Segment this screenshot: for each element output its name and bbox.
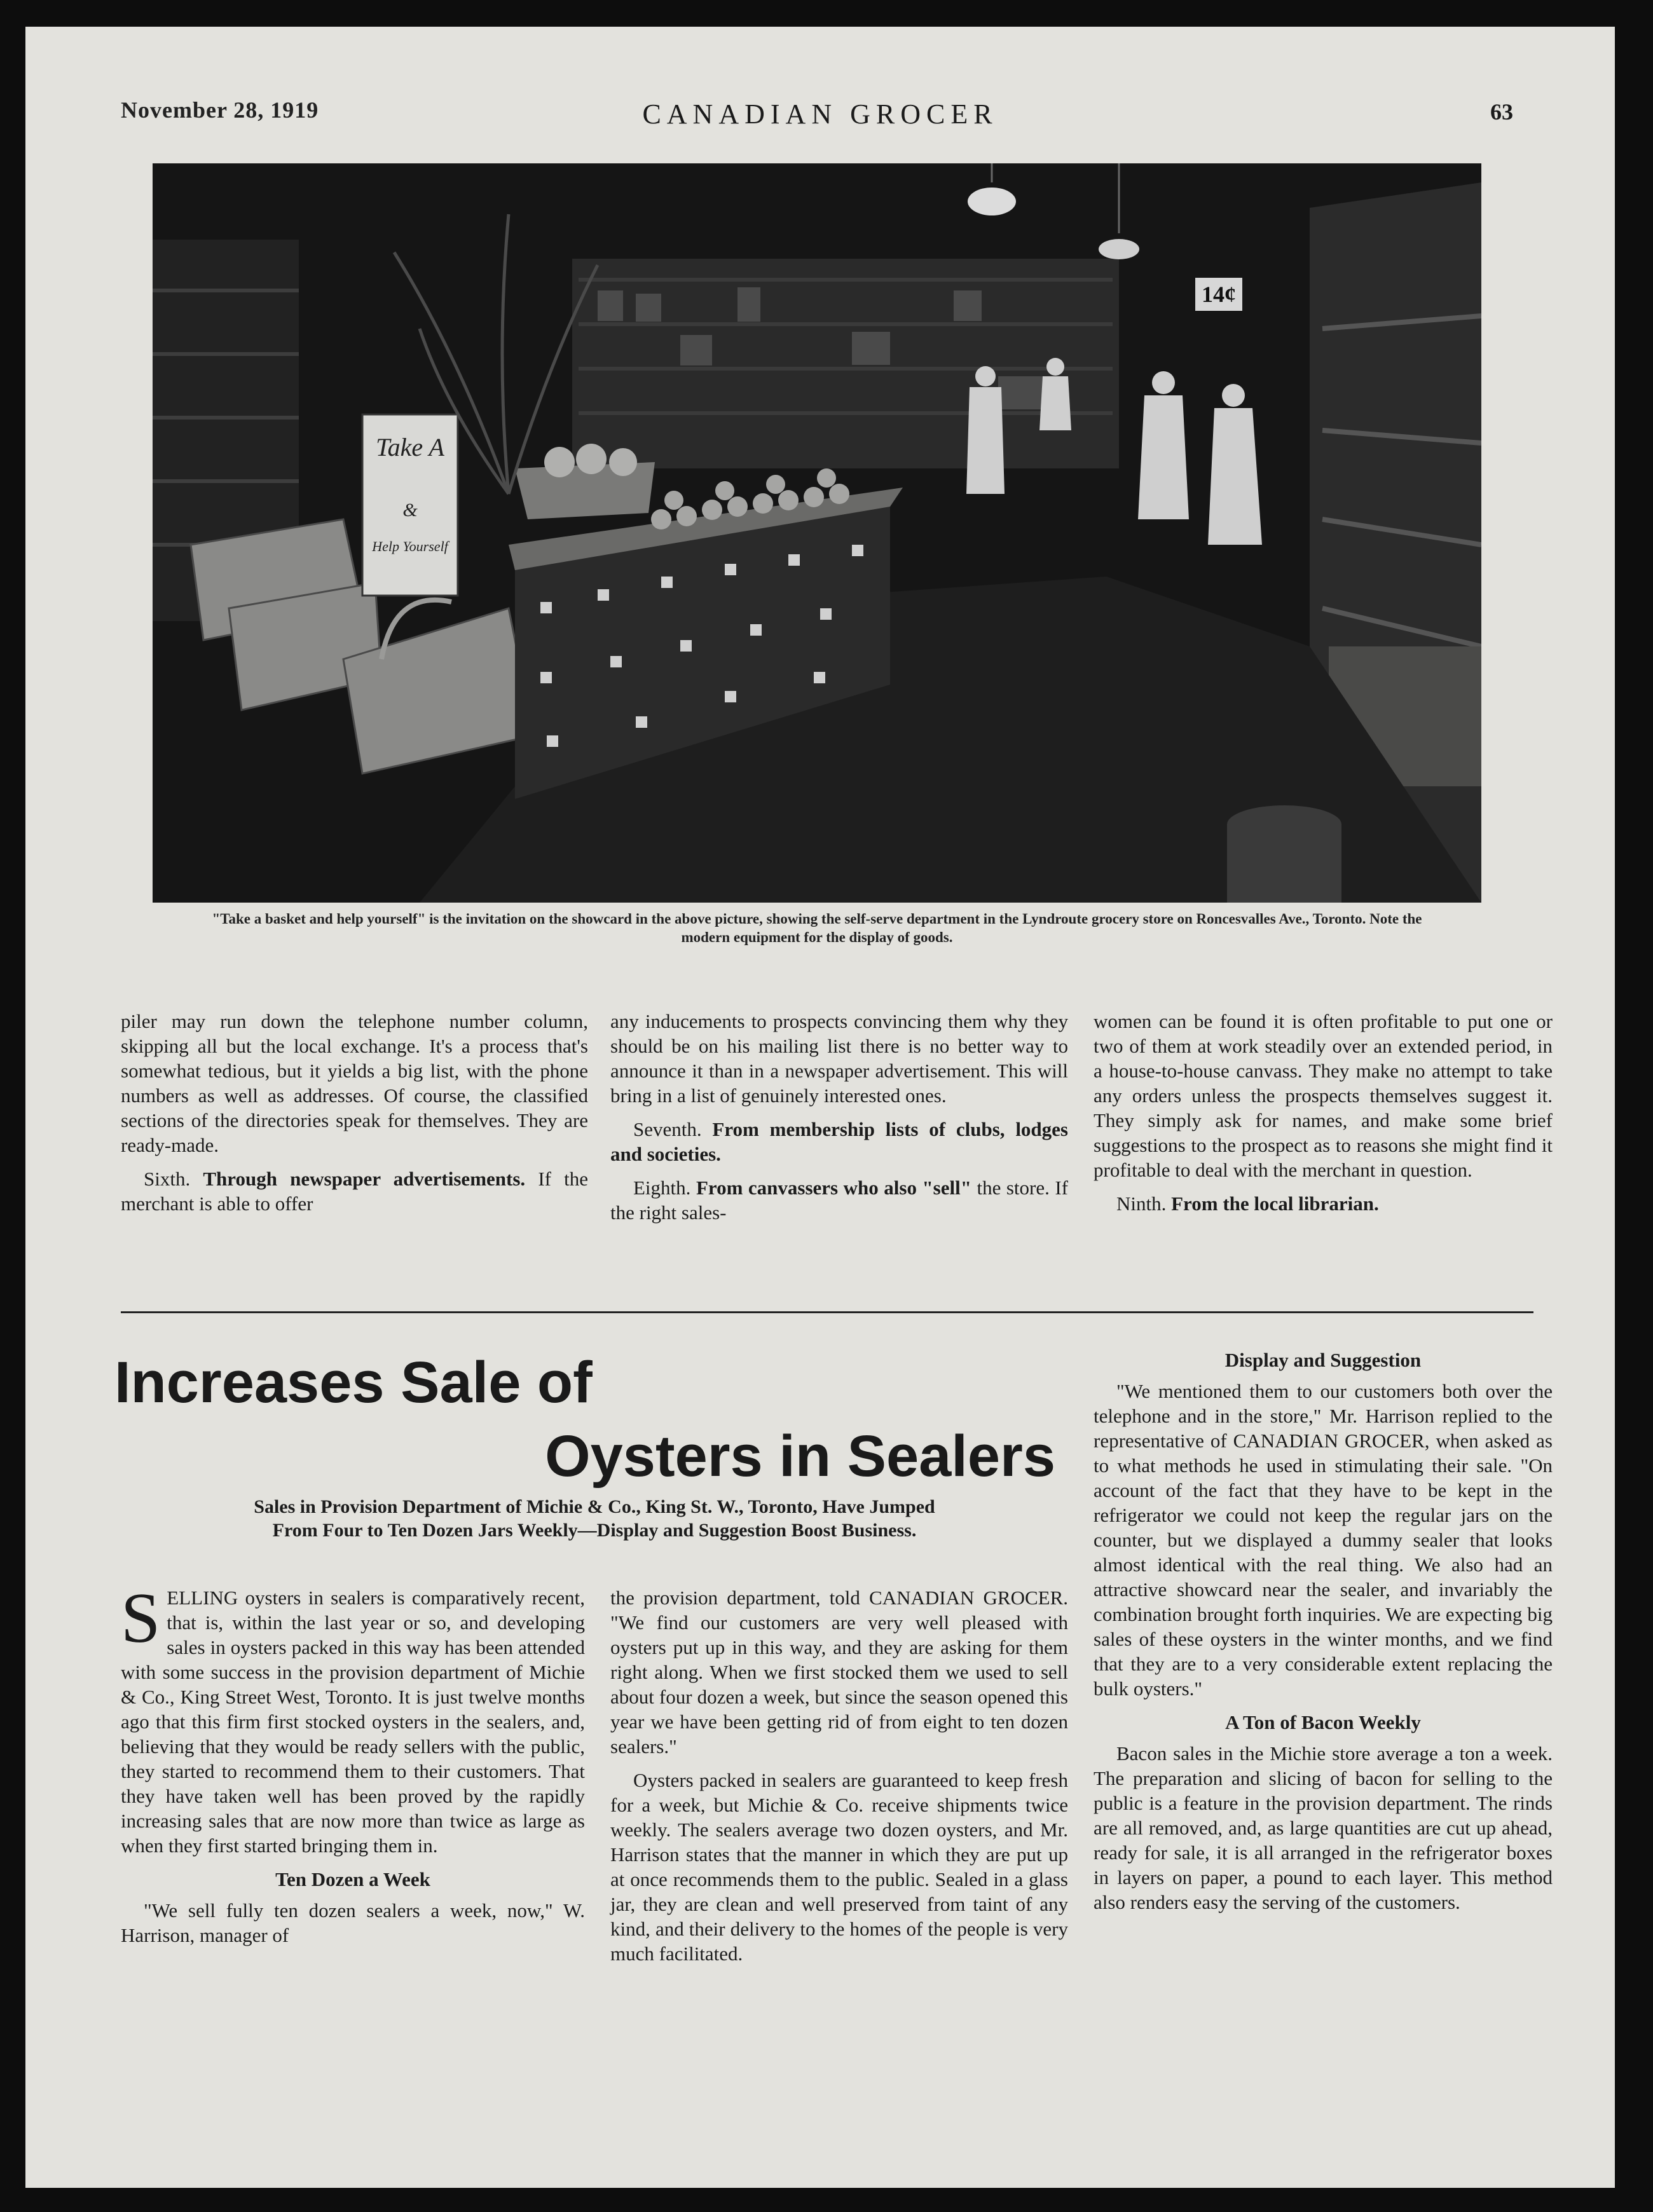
paragraph: any inducements to prospects convincing them why they should be on his mailing list there is no better way to announce it than in a newspaper advertisement. This will bring in a list of genuinely interested ones. [610, 1010, 1068, 1107]
top-column-1 [121, 1009, 588, 1225]
paragraph [610, 1175, 1068, 1225]
paragraph-bold: From canvassers who also "sell" [696, 1177, 971, 1199]
top-column-2 [610, 1009, 1068, 1234]
subheading: Ten Dozen a Week [275, 1868, 430, 1890]
store-photograph [153, 163, 1481, 903]
paragraph: women can be found it is often profitable to put one or two of them at work steadily over an extended period, in a house-to-house canvass. They make no attempt to take any orders unless the prospects themselves suggest it. They simply ask for names, and make some brief suggestions to the prospect as to reasons she might find it profitable to deal with the merchant in question. [1094, 1010, 1553, 1181]
headline-line-1: Increases Sale of [114, 1350, 593, 1415]
paragraph-lead: Sixth. [144, 1168, 191, 1190]
paragraph: "We mentioned them to our customers both over the telephone and in the store," Mr. Harrison replied to the representative of CANADIAN GROCER, when asked as to what methods he used in stimulating their sale. "On account of the fact that they have to be kept in the refrigerator we could not keep the regular jars on the counter, but we displayed a dummy sealer that looks almost identical with the real thing. We also had an attractive showcard near the sealer, and invariably the combination brought forth inquiries. We are expecting big sales of these oysters in the winter months, and we find that they are to a very considerable extent replacing the bulk oysters." [1094, 1380, 1553, 1700]
paragraph-rest: If the merchant is able to offer [121, 1168, 588, 1215]
paragraph [121, 1579, 585, 1858]
magazine-page [25, 27, 1615, 2188]
article-headline [114, 1346, 1106, 1493]
section-divider [121, 1311, 1533, 1313]
showcard-line1: Take A [376, 433, 444, 461]
paragraph: piler may run down the telephone number column, skipping all but the local exchange. It's a process that's somewhat tedious, but it yields a big list, with the phone numbers as well as addresses. Of course, the classified sections of the directories speak for themselves. They are ready-made. [121, 1010, 588, 1156]
page-number: 63 [1490, 99, 1513, 125]
magazine-title: CANADIAN GROCER [642, 99, 998, 130]
paragraph-text: ELLING oysters in sealers is comparatively recent, that is, within the last year or so, and developing sales in oysters packed in this way has been attended with some success in the provision department of Michie & Co., King Street West, Toronto. It is just twelve months ago that this firm first stocked oysters in the sealers, and, believing that they would be ready sellers with the public, they started to recommend them to their customers. That they have taken well has been proved by the rapidly increasing sales that are now more than twice as large as when they first started bringing them in. [121, 1587, 585, 1857]
paragraph: the provision department, told CANADIAN GROCER. "We find our customers are very well pleased with oysters put up in this way, and they are asking for them right along. When we first stocked them we used to sell about four dozen a week, but since the season opened this year we have been getting rid of from eight to ten dozen sealers." [610, 1587, 1068, 1758]
subheading: Display and Suggestion [1224, 1349, 1422, 1371]
issue-date: November 28, 1919 [121, 97, 319, 123]
paragraph-lead: Eighth. [633, 1177, 691, 1199]
paragraph: Bacon sales in the Michie store average a ton a week. The preparation and slicing of bacon for selling to the public is a feature in the provision department. The rinds are all removed, and, as large quantities are cut up ahead, ready for sale, it is all arranged in the refrigerator boxes in layers on paper, a pound to each layer. This method also renders easy the serving of the customers. [1094, 1742, 1553, 1913]
paragraph-bold: From membership lists of clubs, lodges and societies. [610, 1118, 1068, 1165]
showcard-line2: & [402, 500, 418, 521]
top-column-3 [1094, 1009, 1553, 1225]
paragraph: "We sell fully ten dozen sealers a week, now," W. Harrison, manager of [121, 1899, 585, 1946]
headline-line-2: Oysters in Sealers [545, 1424, 1055, 1489]
paragraph-rest: the store. If the right sales- [610, 1177, 1069, 1224]
article-subhead: Sales in Provision Department of Michie & Co., King St. W., Toronto, Have Jumped From Four to Ten Dozen Jars Weekly—Display and Suggestion Boost Business. [254, 1496, 935, 1541]
paragraph [121, 1166, 588, 1216]
article-column-1 [121, 1579, 585, 1956]
showcard-line3: Help Yourself [372, 538, 448, 554]
paragraph-lead: Ninth. [1116, 1192, 1167, 1215]
paragraph-lead: Seventh. [633, 1118, 702, 1140]
paragraph-bold: From the local librarian. [1171, 1192, 1379, 1215]
article-column-3 [1094, 1344, 1553, 1923]
price-sign-text: 14¢ [1202, 282, 1236, 307]
subheading: A Ton of Bacon Weekly [1225, 1711, 1421, 1733]
paragraph [610, 1117, 1068, 1166]
paragraph: Oysters packed in sealers are guaranteed to keep fresh for a week, but Michie & Co. receive shipments twice weekly. The sealers average two dozen oysters, and Mr. Harrison states that the manner in which they are put up at once recommends them to the public. Sealed in a glass jar, they are clean and well preserved from taint of any kind, and their delivery to the homes of the people is very much facilitated. [610, 1769, 1068, 1965]
drop-cap: S [121, 1579, 161, 1658]
photo-caption: "Take a basket and help yourself" is the invitation on the showcard in the above picture, showing the self-serve department in the Lyndroute grocery store on Roncesvalles Ave., Toronto. Note the modern equipment for the display of goods. [212, 911, 1422, 945]
article-column-2 [610, 1585, 1068, 1975]
paragraph [1094, 1191, 1553, 1216]
paragraph-bold: Through newspaper advertisements. [203, 1168, 526, 1190]
